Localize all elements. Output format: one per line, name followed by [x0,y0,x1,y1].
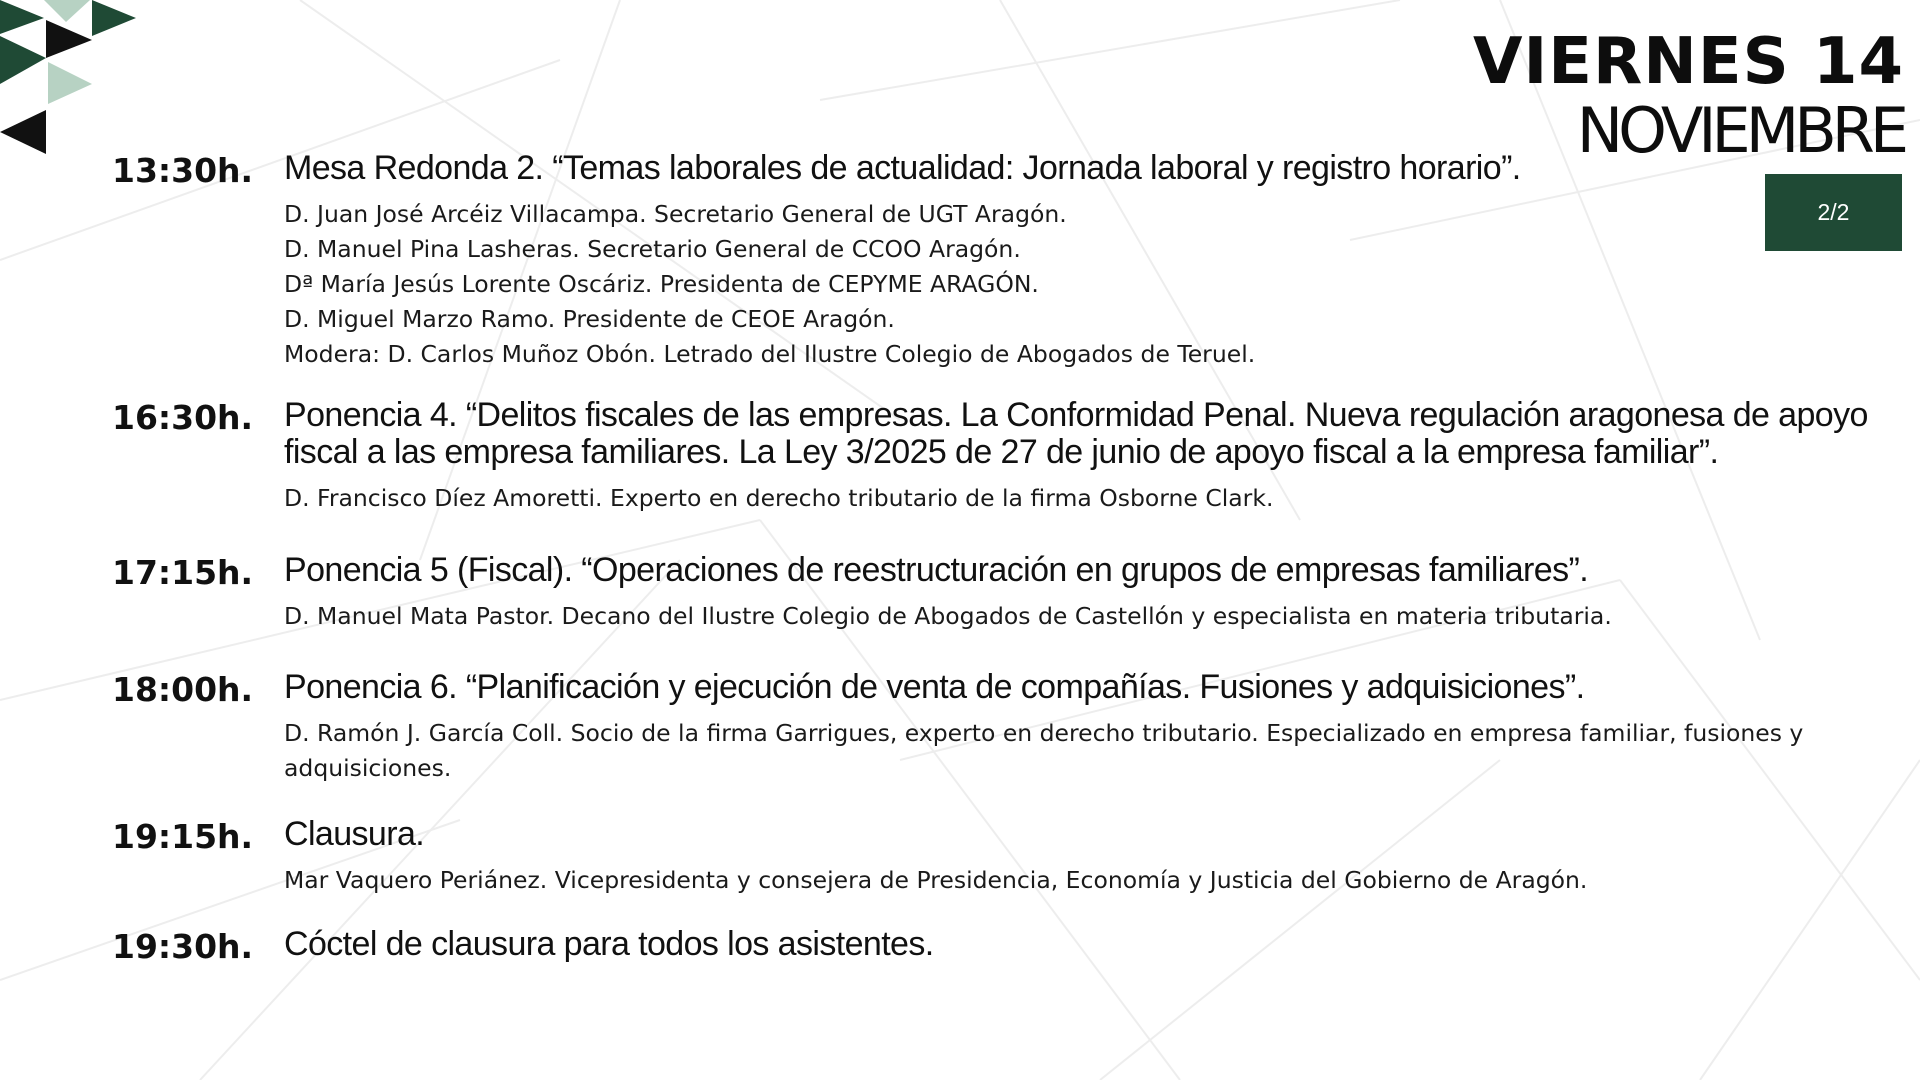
entry-content [284,150,1920,372]
date-header [1473,26,1904,166]
entry-title: Ponencia 6. “Planificación y ejecución de venta de compañías. Fusiones y adquisiciones”. [284,668,1585,706]
entry-content [284,669,1920,786]
entry-title: Ponencia 4. “Delitos fiscales de las empresas. La Conformidad Penal. Nueva regulación aragonesa de apoyo fiscal a las empresa familiares. La Ley 3/2025 de 27 de junio de apoyo fiscal a la empresa familiar”. [284,396,1868,471]
entry-content [284,397,1920,516]
entry-time: 13:30h. [112,151,254,190]
month-label: NOVIEMBRE [1576,94,1904,167]
entry-time: 17:15h. [112,553,254,592]
entry-time: 16:30h. [112,398,254,437]
entry-detail-line: D. Francisco Díez Amoretti. Experto en derecho tributario de la firma Osborne Clark. [284,484,1274,512]
corner-triangles-decoration [0,0,150,160]
entry-title: Mesa Redonda 2. “Temas laborales de actualidad: Jornada laboral y registro horario”. [284,149,1521,187]
entry-detail-line: D. Ramón J. García Coll. Socio de la firma Garrigues, experto en derecho tributario. Especializado en empresa familiar, fusiones y adquisiciones. [284,719,1804,782]
entry-time: 19:15h. [112,817,254,856]
entry-details [284,197,1920,372]
page-indicator-badge: 2/2 [1765,174,1902,251]
day-label: VIERNES 14 [1472,25,1904,99]
entry-time: 19:30h. [112,927,254,966]
entry-content [284,552,1920,634]
entry-detail-line: D. Juan José Arcéiz Villacampa. Secretario General de UGT Aragón. [284,200,1067,228]
entry-detail-line: Dª María Jesús Lorente Oscáriz. Presidenta de CEPYME ARAGÓN. [284,270,1039,298]
entry-details [284,716,1920,786]
entry-title: Cóctel de clausura para todos los asistentes. [284,925,934,963]
entry-details [284,481,1920,516]
entry-title: Ponencia 5 (Fiscal). “Operaciones de reestructuración en grupos de empresas familiares”. [284,551,1589,589]
entry-detail-line: D. Miguel Marzo Ramo. Presidente de CEOE Aragón. [284,305,895,333]
entry-content [284,816,1920,898]
entry-detail-line: Modera: D. Carlos Muñoz Obón. Letrado del Ilustre Colegio de Abogados de Teruel. [284,340,1256,368]
entry-details [284,863,1920,898]
entry-title: Clausura. [284,815,425,853]
entry-detail-line: D. Manuel Pina Lasheras. Secretario General de CCOO Aragón. [284,235,1021,263]
entry-detail-line: Mar Vaquero Periánez. Vicepresidenta y consejera de Presidencia, Economía y Justicia del Gobierno de Aragón. [284,866,1588,894]
entry-details [284,599,1920,634]
entry-content [284,926,1920,963]
entry-time: 18:00h. [112,670,254,709]
entry-detail-line: D. Manuel Mata Pastor. Decano del Ilustre Colegio de Abogados de Castellón y especialista en materia tributaria. [284,602,1612,630]
